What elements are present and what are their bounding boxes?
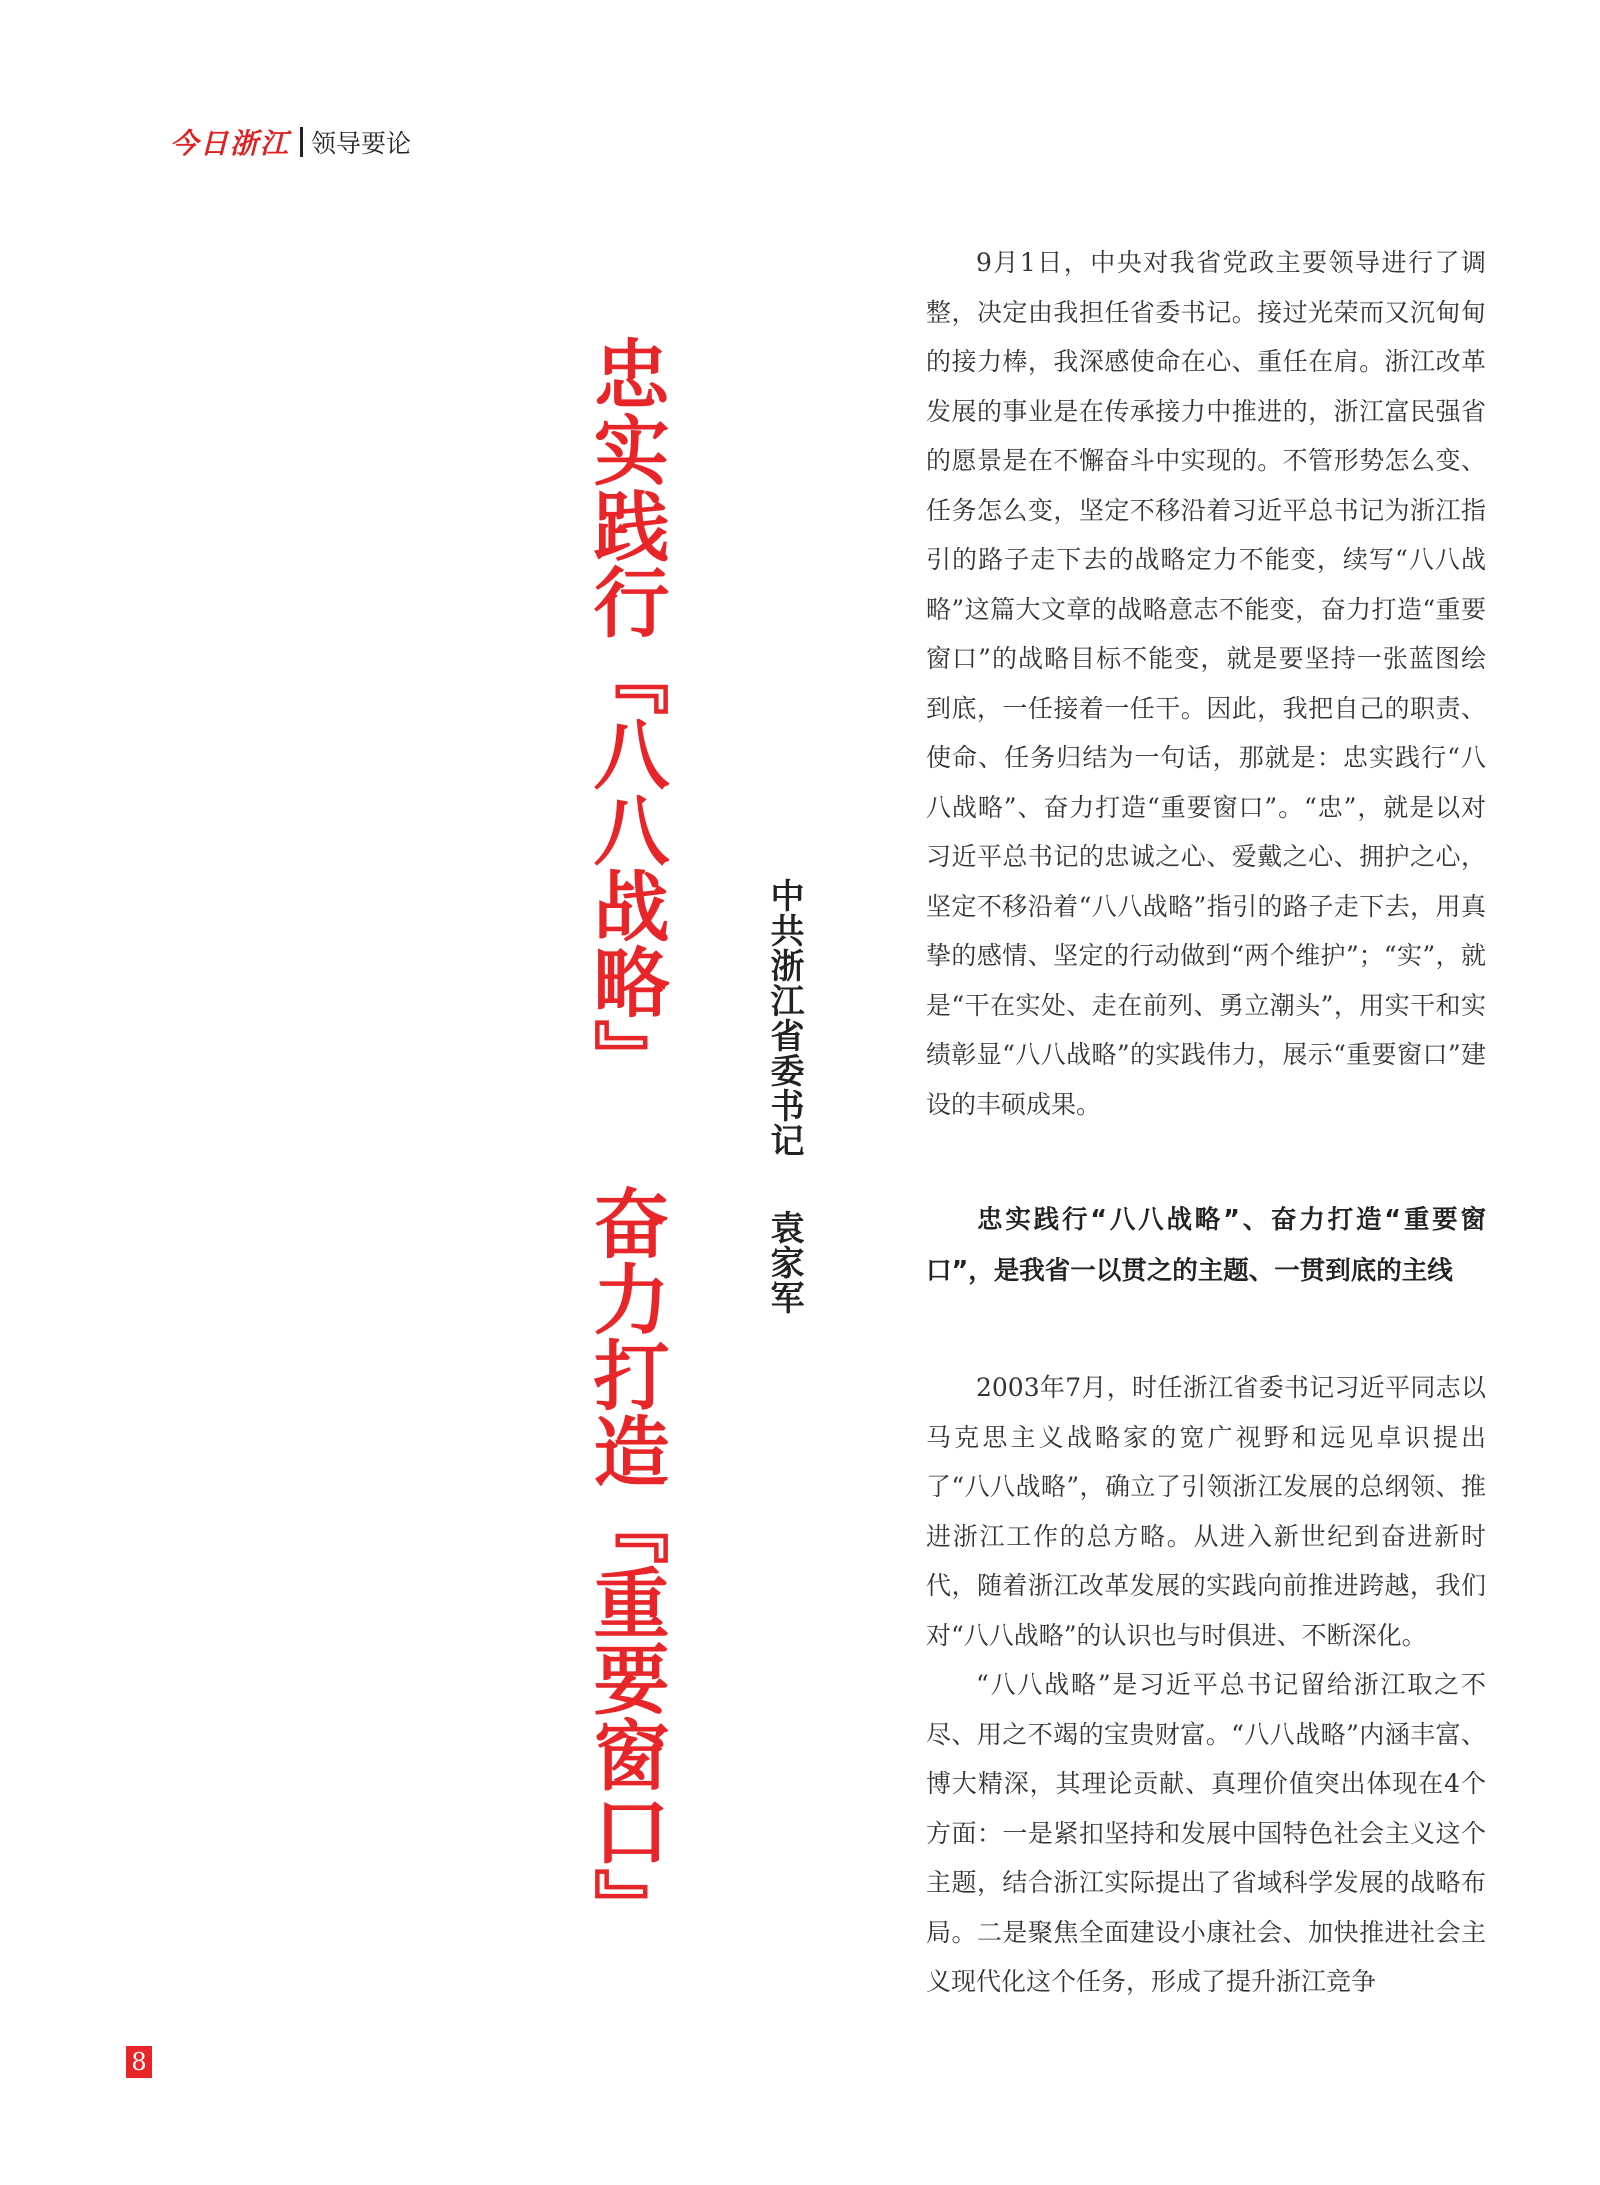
section-subheading: 忠实践行“八八战略”、奋力打造“重要窗口”，是我省一以贯之的主题、一贯到底的主线 bbox=[926, 1205, 1486, 1286]
body-paragraph: 9月1日，中央对我省党政主要领导进行了调整，决定由我担任省委书记。接过光荣而又沉甸甸的接力棒，我深感使命在心、重任在肩。浙江改革发展的事业是在传承接力中推进的，浙江富民强省的愿景是在不懈奋斗中实现的。不管形势怎么变、任务怎么变，坚定不移沿着习近平总书记为浙江指引的路子走下去的战略定力不能变，续写“八八战略”这篇大文章的战略意志不能变，奋力打造“重要窗口”的战略目标不能变，就是要坚持一张蓝图绘到底，一任接着一任干。因此，我把自己的职责、使命、任务归结为一句话，那就是：忠实践行“八八战略”、奋力打造“重要窗口”。“忠”，就是以对习近平总书记的忠诚之心、爱戴之心、拥护之心，坚定不移沿着“八八战略”指引的路子走下去，用真挚的感情、坚定的行动做到“两个维护”；“实”，就是“干在实处、走在前列、勇立潮头”，用实干和实绩彰显“八八战略”的实践伟力，展示“重要窗口”建设的丰硕成果。 bbox=[926, 248, 1486, 1119]
header-divider bbox=[300, 127, 303, 157]
body-paragraph: “八八战略”是习近平总书记留给浙江取之不尽、用之不竭的宝贵财富。“八八战略”内涵丰富、博大精深，其理论贡献、真理价值突出体现在4个方面：一是紧扣坚持和发展中国特色社会主义这个主题，结合浙江实际提出了省域科学发展的战略布局。二是聚焦全面建设小康社会、加快推进社会主义现代化这个任务，形成了提升浙江竞争 bbox=[926, 1670, 1486, 1996]
author-name: 袁家军 bbox=[764, 1210, 804, 1315]
article-body bbox=[926, 238, 1486, 2007]
author-byline bbox=[764, 878, 804, 1315]
magazine-logo: 今日浙江 bbox=[170, 127, 291, 160]
author-title: 中共浙江省委书记 bbox=[764, 878, 804, 1158]
article-title: 忠实践行『八八战略』 奋力打造『重要窗口』 bbox=[581, 335, 670, 1944]
section-label: 领导要论 bbox=[311, 129, 412, 158]
body-paragraph: 2003年7月，时任浙江省委书记习近平同志以马克思主义战略家的宽广视野和远见卓识提出了“八八战略”，确立了引领浙江发展的总纲领、推进浙江工作的总方略。从进入新世纪到奋进新时代，随着浙江改革发展的实践向前推进跨越，我们对“八八战略”的认识也与时俱进、不断深化。 bbox=[926, 1373, 1486, 1650]
page-number: 8 bbox=[126, 2046, 152, 2078]
page-header bbox=[170, 122, 411, 162]
